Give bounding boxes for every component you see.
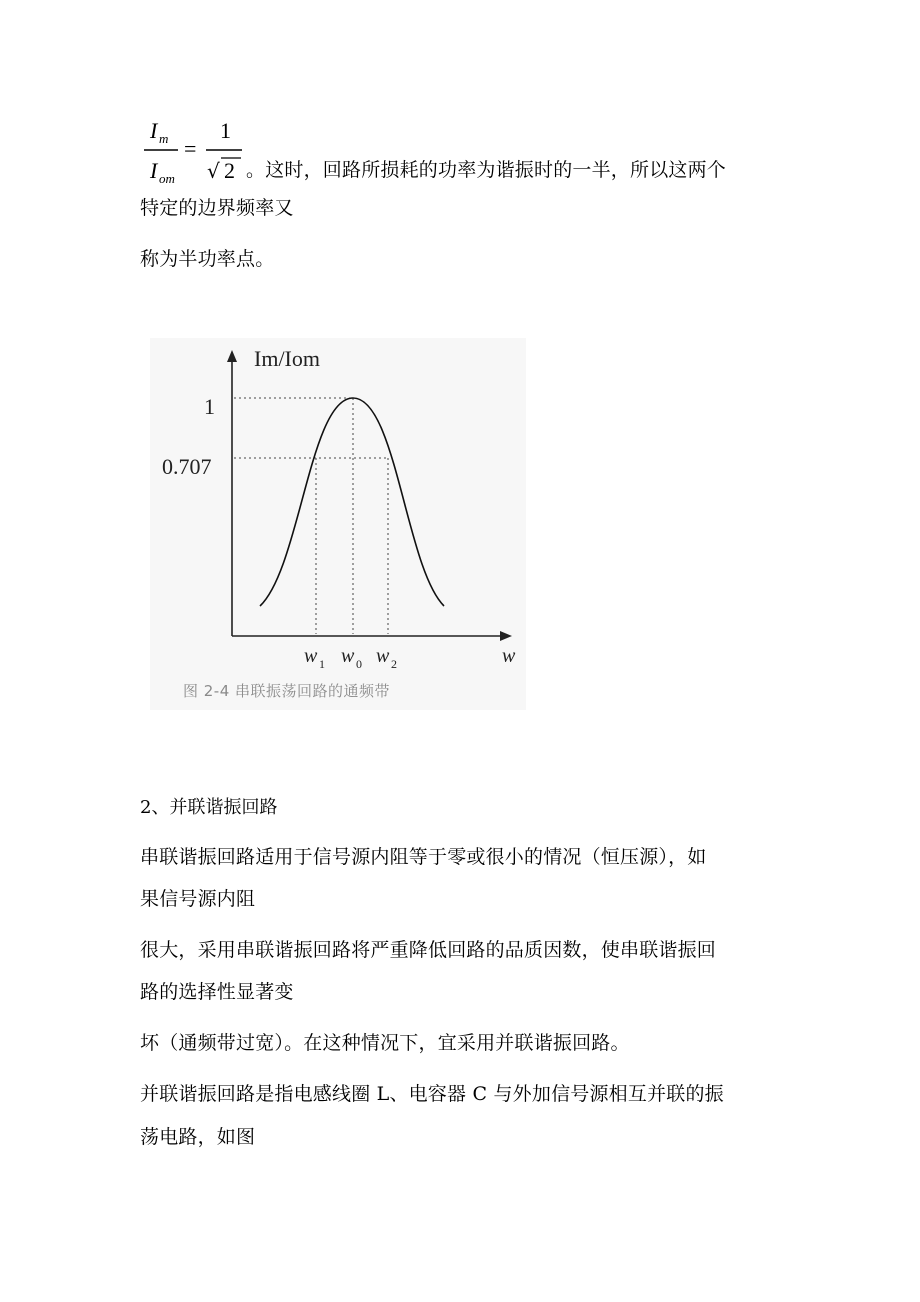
y-tick-0707: 0.707 xyxy=(162,454,212,479)
section-heading: 2、并联谐振回路 xyxy=(140,797,278,818)
x-label-w2: w xyxy=(376,645,390,667)
formula-numerator-sub: m xyxy=(159,131,169,146)
y-axis-arrow xyxy=(227,350,237,362)
x-label-w0-sub: 0 xyxy=(356,657,362,671)
x-label-w0: w xyxy=(341,645,355,667)
paragraph1-line2: 特定的边界频率又 xyxy=(140,197,294,219)
formula-denominator-symbol: I xyxy=(150,158,158,183)
section-line-5: 坏（通频带过宽）。在这种情况下，宜采用并联谐振回路。 xyxy=(140,1032,630,1054)
formula-graphic xyxy=(140,114,248,190)
x-axis-arrow xyxy=(500,631,512,641)
formula-rhs-numerator: 1 xyxy=(220,118,231,143)
passband-chart xyxy=(150,338,526,710)
formula-radical-sign: √ xyxy=(207,159,220,183)
formula-denominator-sub: om xyxy=(159,171,175,186)
section-line-3: 很大，采用串联谐振回路将严重降低回路的品质因数，使串联谐振回 xyxy=(140,939,717,961)
y-axis-label: Im/Iom xyxy=(254,346,320,371)
x-label-w1: w xyxy=(304,645,318,667)
x-axis-label: w xyxy=(502,645,516,667)
section-line-6: 并联谐振回路是指电感线圈 L、电容器 C 与外加信号源相互并联的振 xyxy=(140,1083,724,1105)
section-line-1: 串联谐振回路适用于信号源内阻等于零或很小的情况（恒压源），如 xyxy=(140,846,707,868)
formula-equals: = xyxy=(184,136,197,161)
section-line-4: 路的选择性显著变 xyxy=(140,981,294,1003)
figure-caption: 图 2-4 串联振荡回路的通频带 xyxy=(183,682,391,700)
formula-numerator-symbol: I xyxy=(150,118,158,143)
paragraph1-line1: 。这时，回路所损耗的功率为谐振时的一半，所以这两个 xyxy=(246,159,727,181)
paragraph1-line3: 称为半功率点。 xyxy=(140,248,275,270)
x-label-w2-sub: 2 xyxy=(391,657,397,671)
section-line-2: 果信号源内阻 xyxy=(140,888,256,910)
x-label-w1-sub: 1 xyxy=(319,657,325,671)
formula-radicand: 2 xyxy=(224,158,235,183)
y-tick-1: 1 xyxy=(204,394,215,419)
passband-figure xyxy=(150,338,526,710)
half-power-formula xyxy=(140,114,248,190)
section-line-7: 荡电路，如图 xyxy=(140,1126,256,1148)
resonance-curve xyxy=(260,398,444,606)
